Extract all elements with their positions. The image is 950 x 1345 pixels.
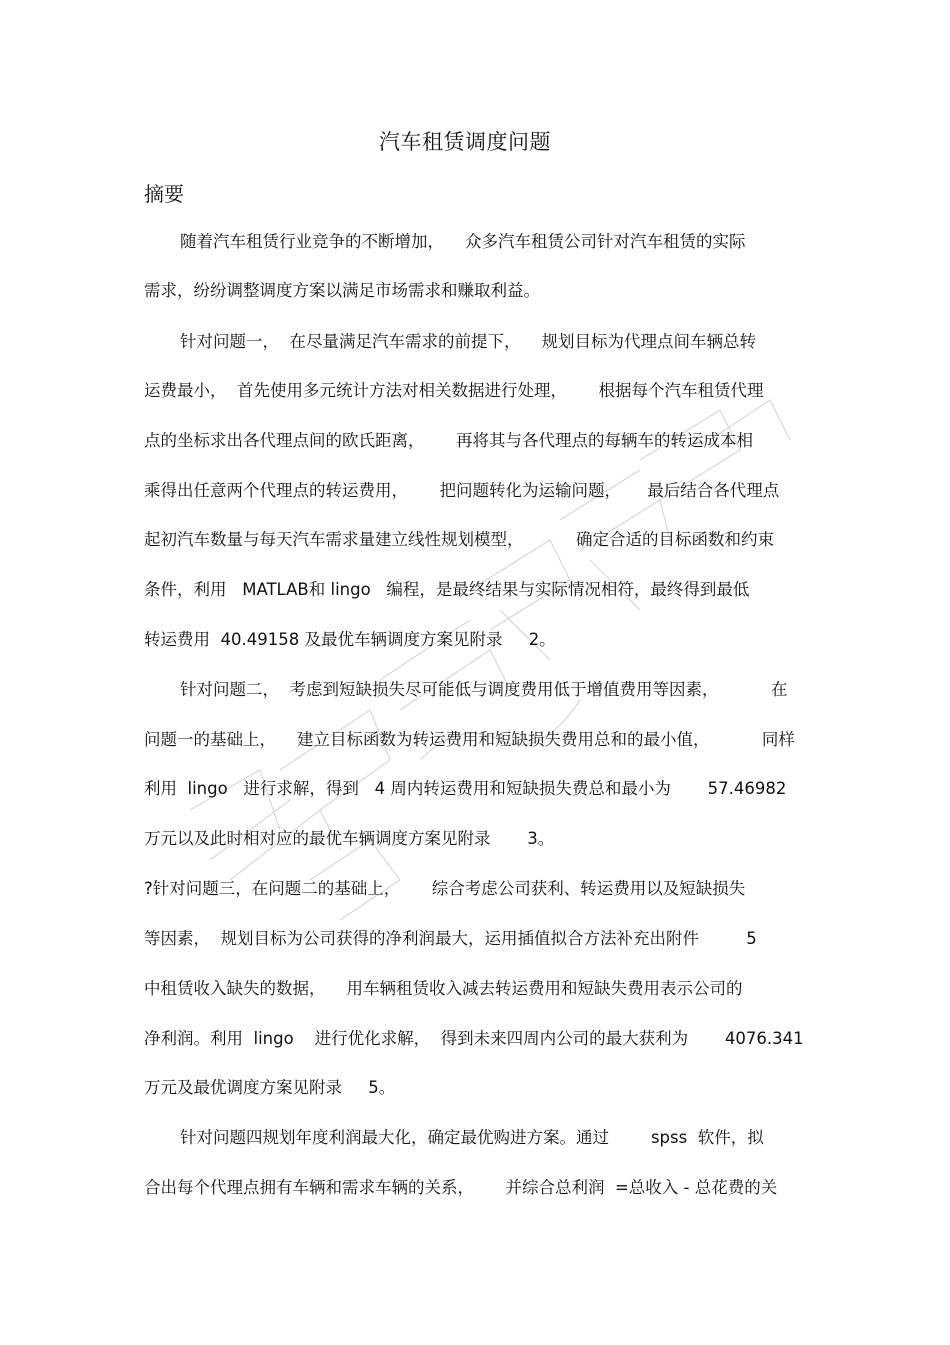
- paragraph-line: 条件，利用 MATLAB和 lingo 编程，是最终结果与实际情况相符，最终得到最低: [144, 580, 750, 599]
- paragraph-line: 针对问题一， 在尽量满足汽车需求的前提下， 规划目标为代理点间车辆总转: [180, 332, 756, 351]
- paragraph-line: 合出每个代理点拥有车辆和需求车辆的关系， 并综合总利润 =总收入 - 总花费的关: [144, 1178, 778, 1197]
- paragraph-line: 万元以及此时相对应的最优车辆调度方案见附录 3。: [144, 829, 555, 848]
- paragraph-line: 转运费用 40.49158 及最优车辆调度方案见附录 2。: [144, 630, 556, 649]
- paragraph-line: 万元及最优调度方案见附录 5。: [144, 1078, 396, 1097]
- paragraph-line: 乘得出任意两个代理点的转运费用， 把问题转化为运输问题， 最后结合各代理点: [144, 481, 780, 500]
- paragraph-line: 问题一的基础上， 建立目标函数为转运费用和短缺损失费用总和的最小值， 同样: [144, 730, 795, 749]
- paragraph-line: 利用 lingo 进行求解，得到 4 周内转运费用和短缺损失费总和最小为 57.46982: [144, 779, 787, 798]
- paragraph-line: 中租赁收入缺失的数据， 用车辆租赁收入减去转运费用和短缺失费用表示公司的: [144, 979, 743, 998]
- paragraph-line: ?针对问题三，在问题二的基础上， 综合考虑公司获利、转运费用以及短缺损失: [144, 879, 746, 898]
- paragraph-line: 运费最小， 首先使用多元统计方法对相关数据进行处理， 根据每个汽车租赁代理: [144, 381, 764, 400]
- document-title: 汽车租赁调度问题: [379, 130, 551, 154]
- paragraph-line: 净利润。利用 lingo 进行优化求解， 得到未来四周内公司的最大获利为 4076.341: [144, 1029, 804, 1048]
- paragraph-line: 针对问题四规划年度利润最大化，确定最优购进方案。通过 spss 软件，拟: [180, 1128, 764, 1147]
- paragraph-line: 针对问题二， 考虑到短缺损失尽可能低与调度费用低于增值费用等因素， 在: [180, 680, 788, 699]
- paragraph-line: 等因素， 规划目标为公司获得的净利润最大，运用插值拟合方法补充出附件 5: [144, 929, 757, 948]
- paragraph-line: 需求，纷纷调整调度方案以满足市场需求和赚取利益。: [144, 281, 540, 300]
- watermark-graphic: [170, 380, 810, 940]
- paragraph-line: 随着汽车租赁行业竞争的不断增加， 众多汽车租赁公司针对汽车租赁的实际: [180, 232, 746, 251]
- paragraph-line: 点的坐标求出各代理点间的欧氏距离， 再将其与各代理点的每辆车的转运成本相: [144, 431, 753, 450]
- paragraph-line: 起初汽车数量与每天汽车需求量建立线性规划模型， 确定合适的目标函数和约束: [144, 530, 774, 549]
- abstract-heading: 摘要: [144, 182, 184, 206]
